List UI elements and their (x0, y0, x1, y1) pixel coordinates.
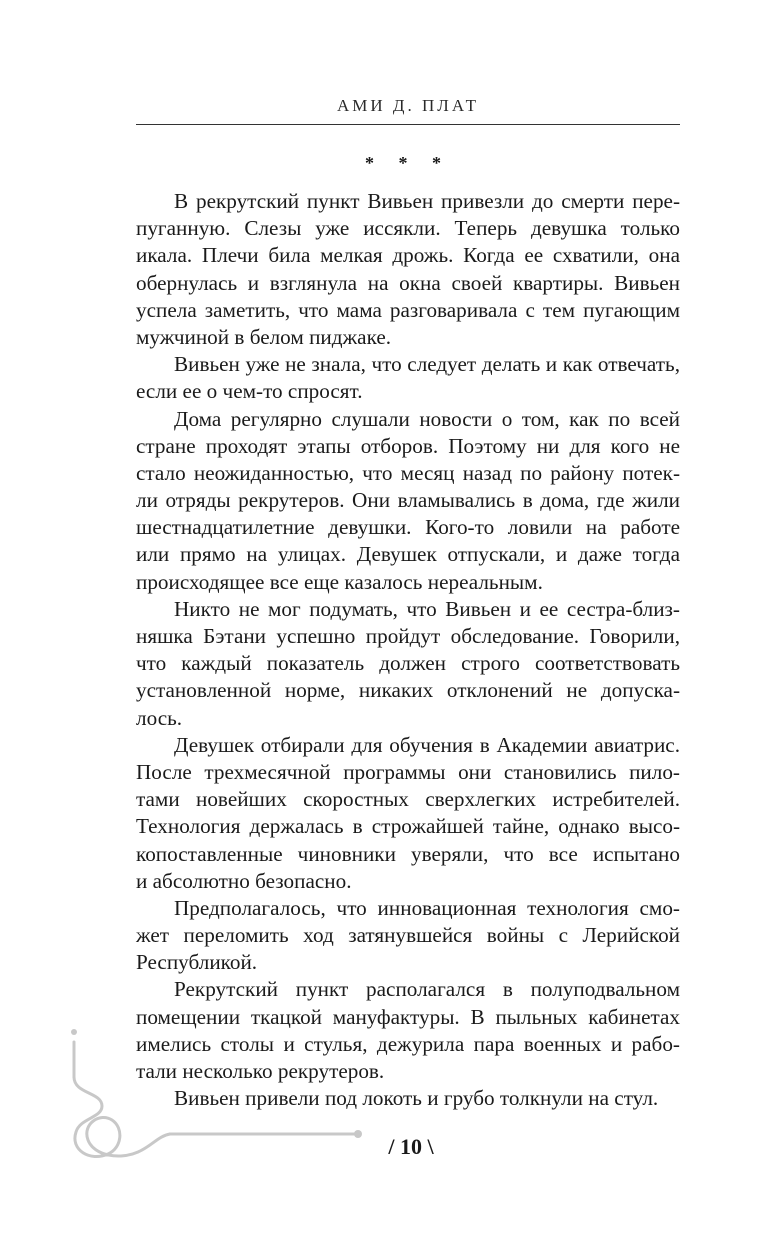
text-line: Рекрутский пункт располагался в полуподвальном (174, 977, 680, 1002)
text-line: Республикой. (136, 950, 258, 975)
text-line: икала. Плечи била мелкая дрожь. Когда ее схватили, она (136, 243, 680, 268)
swirl-ornament-icon (60, 1022, 370, 1172)
paragraph (136, 732, 680, 895)
body-text (136, 188, 680, 1112)
text-line: мужчиной в белом пиджаке. (136, 324, 392, 349)
text-line: происходящее все еще казалось нереальным. (136, 569, 543, 594)
text-line: копоставленные чиновники уверяли, что все испытано (136, 841, 680, 866)
text-line: Дома регулярно слушали новости о том, как по всей (174, 406, 680, 431)
section-break: * * * (365, 153, 451, 173)
text-line: няшка Бэтани успешно пройдут обследование. Говорили, (136, 624, 680, 648)
paragraph (136, 406, 680, 596)
text-line: стране проходят этапы отборов. Поэтому ни для кого не (136, 433, 680, 458)
text-line: и абсолютно безопасно. (136, 868, 352, 893)
text-line: лось. (136, 705, 183, 730)
text-line: ли отряды рекрутеров. Они вламывались в дома, где жили (136, 488, 680, 513)
page-number: / 10 \ (388, 1134, 434, 1159)
text-line: стало неожиданностью, что месяц назад по району потек- (136, 460, 680, 485)
paragraph (136, 188, 680, 351)
paragraph (136, 351, 680, 405)
text-line: Вивьен уже не знала, что следует делать и как отвечать, (174, 352, 680, 377)
text-line: Предполагалось, что инновационная технология смо- (174, 895, 680, 920)
text-line: что каждый показатель должен строго соответствовать (136, 651, 680, 676)
text-line: обернулась и взглянула на окна своей квартиры. Вивьен (136, 270, 680, 295)
text-line: шестнадцатилетние девушки. Кого-то ловили на работе (136, 515, 680, 540)
text-line: Вивьен привели под локоть и грубо толкнули на стул. (174, 1086, 659, 1111)
paragraph (136, 895, 680, 977)
text-line: имелись столы и стулья, дежурила пара военных и рабо- (136, 1031, 680, 1056)
header-rule (136, 124, 680, 125)
text-line: Никто не мог подумать, что Вивьен и ее сестра-близ- (174, 596, 680, 621)
text-line: жет переломить ход затянувшейся войны с Лерийской (136, 923, 680, 948)
text-line: Технология держалась в строжайшей тайне, однако высо- (136, 814, 680, 839)
text-line: После трехмесячной программы они становились пило- (136, 759, 680, 784)
text-line: установленной норме, никаких отклонений не допуска- (136, 678, 680, 703)
text-line: пуганную. Слезы уже иссякли. Теперь девушка только (136, 216, 680, 241)
running-head: АМИ Д. ПЛАТ (337, 96, 479, 115)
text-line: В рекрутский пункт Вивьен привезли до смерти пере- (174, 189, 680, 213)
text-line: помещении ткацкой мануфактуры. В пыльных кабинетах (136, 1004, 680, 1029)
text-line: тами новейших скоростных сверхлегких истребителей. (136, 787, 680, 812)
text-line: если ее о чем-то спросят. (136, 379, 363, 404)
text-line: тали несколько рекрутеров. (136, 1059, 385, 1083)
text-line: успела заметить, что мама разговаривала с тем пугающим (136, 297, 680, 322)
text-line: или прямо на улицах. Девушек отпускали, и даже тогда (136, 542, 680, 567)
paragraph (136, 596, 680, 732)
text-line: Девушек отбирали для обучения в Академии авиатрис. (174, 732, 680, 757)
